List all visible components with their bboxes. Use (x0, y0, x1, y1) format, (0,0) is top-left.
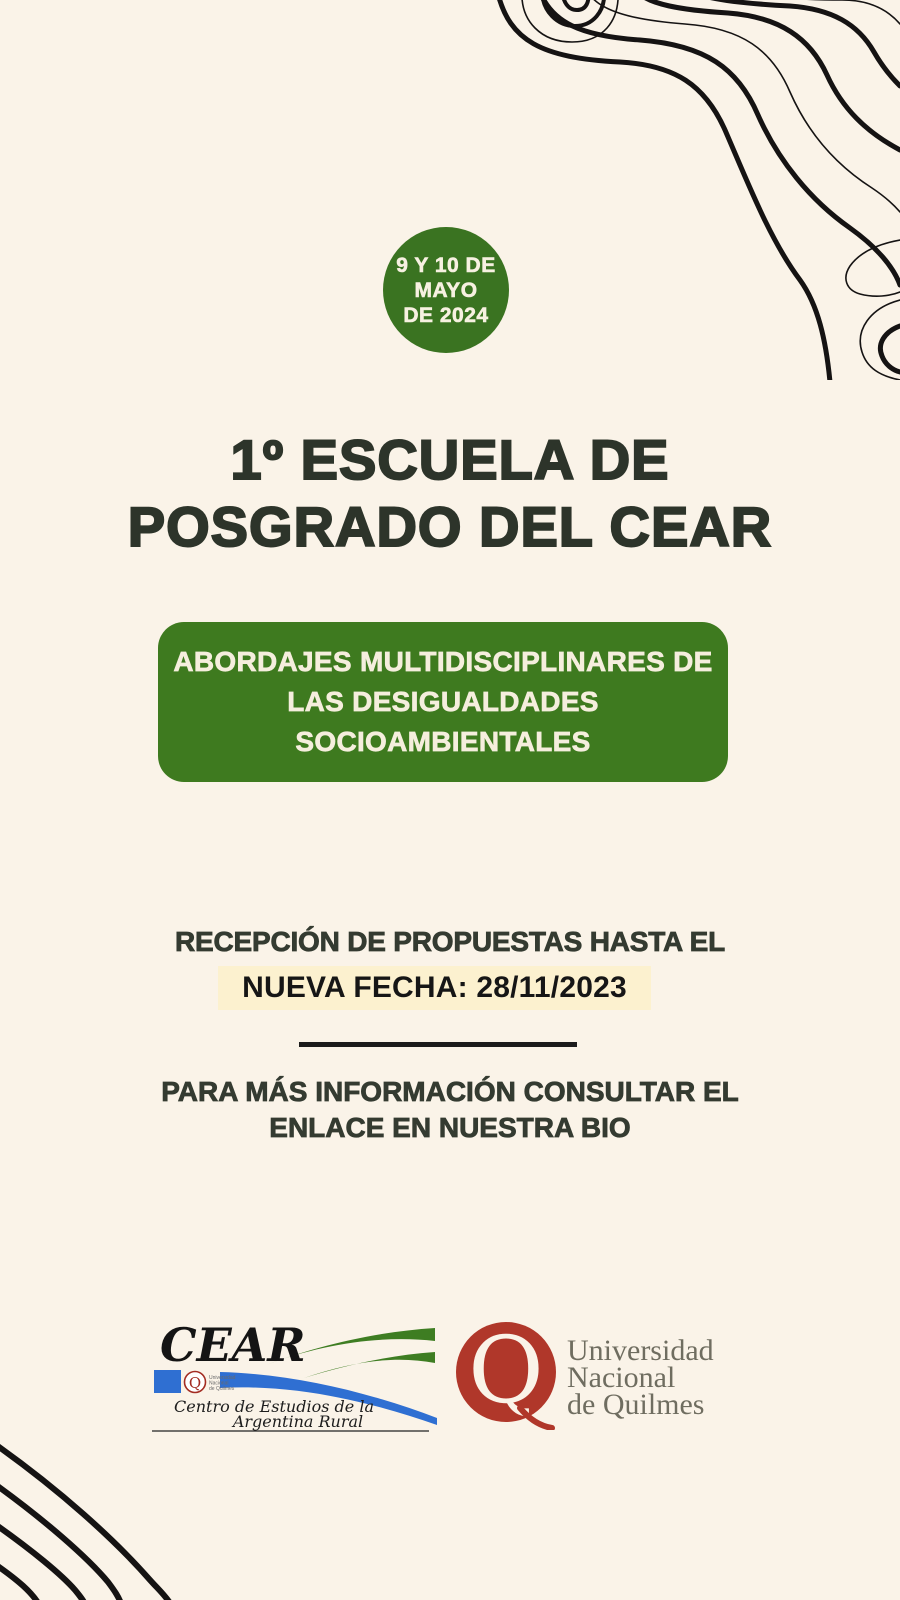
unq-name-line: de Quilmes (567, 1388, 705, 1421)
deadline-highlight (218, 966, 651, 1010)
topo-contours-bottom-left-icon (0, 1420, 200, 1600)
unq-logo (440, 1310, 740, 1430)
cear-green-swoosh-icon (304, 1352, 435, 1378)
info-text (0, 1074, 900, 1146)
unq-name-line: Universidad (567, 1334, 714, 1367)
cear-subtitle-line: Argentina Rural (232, 1412, 364, 1431)
reception-heading: RECEPCIÓN DE PROPUESTAS HASTA EL (174, 926, 726, 957)
date-badge-line: MAYO (414, 278, 478, 302)
title-line: 1º ESCUELA DE (230, 428, 670, 491)
cear-blue-square-icon (154, 1370, 181, 1393)
unq-name-line: Nacional (567, 1361, 676, 1394)
date-badge (383, 227, 509, 353)
topic-banner-line: ABORDAJES MULTIDISCIPLINARES DE (173, 646, 713, 677)
topic-banner (158, 622, 728, 782)
deadline-text: NUEVA FECHA: 28/11/2023 (242, 971, 627, 1004)
topic-banner-line: SOCIOAMBIENTALES (295, 726, 591, 757)
cear-mini-text-line: Nacional (209, 1380, 229, 1387)
topo-contours-top-right-icon (480, 0, 900, 380)
title-line: POSGRADO DEL CEAR (127, 495, 773, 558)
info-line: PARA MÁS INFORMACIÓN CONSULTAR EL (161, 1076, 739, 1107)
topic-banner-line: LAS DESIGUALDADES (287, 686, 599, 717)
info-line: ENLACE EN NUESTRA BIO (269, 1112, 631, 1143)
cear-logo (146, 1308, 442, 1440)
cear-mini-text-line: de Quilmes (209, 1386, 235, 1392)
page-title (0, 426, 900, 560)
cear-mini-q-letter: Q (188, 1374, 202, 1392)
unq-q-monogram: Q (468, 1317, 544, 1424)
cear-acronym: CEAR (160, 1318, 306, 1372)
cear-subtitle-line: Centro de Estudios de la (174, 1397, 374, 1416)
date-badge-line: 9 Y 10 DE (396, 253, 496, 277)
divider-line (299, 1042, 577, 1047)
cear-mini-text-line: Universidad (209, 1375, 236, 1381)
date-badge-line: DE 2024 (403, 303, 489, 327)
